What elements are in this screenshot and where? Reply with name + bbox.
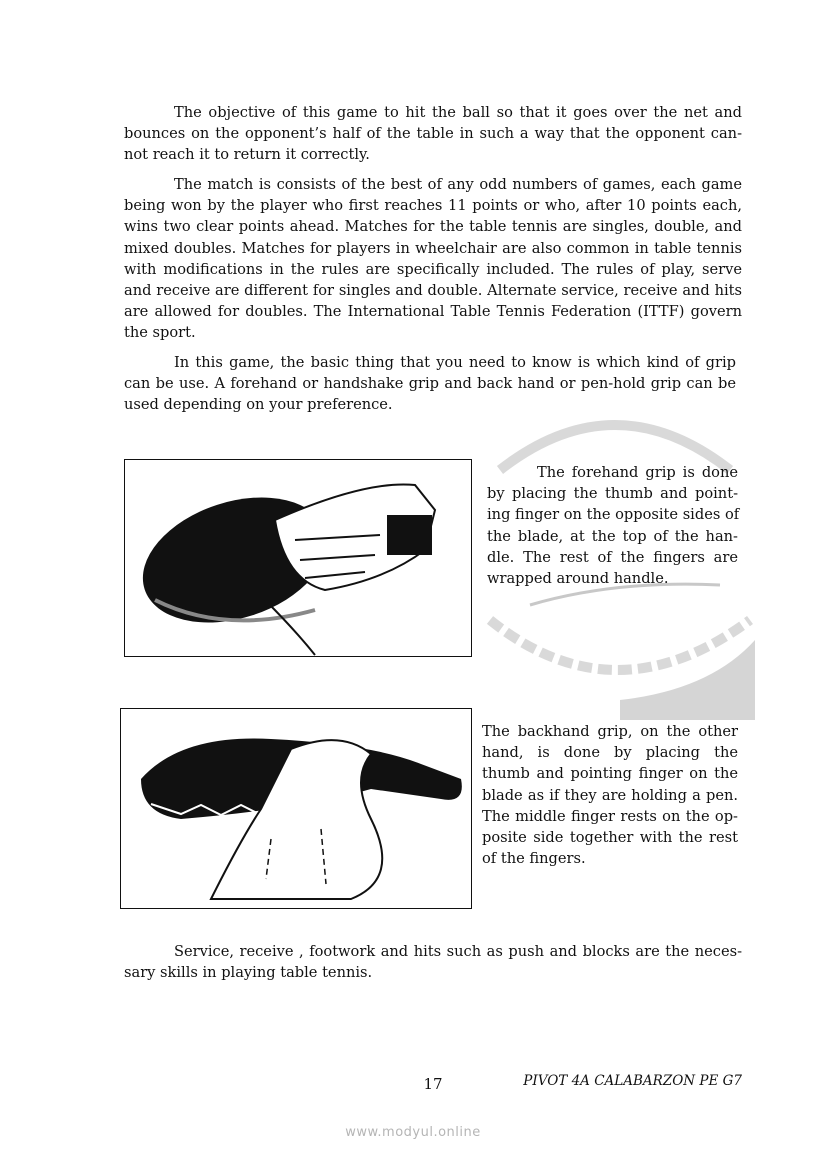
text-line: the blade, at the top of the han- xyxy=(487,527,738,545)
text-line: posite side together with the rest xyxy=(482,829,738,847)
text-line: mixed doubles. Matches for players in wheelchair are also common in table tennis xyxy=(124,239,742,257)
text-line: blade as if they are holding a pen. xyxy=(482,786,738,804)
text-line: sary skills in playing table tennis. xyxy=(124,964,373,982)
text-line: bounces on the opponent’s half of the table in such a way that the opponent can- xyxy=(124,125,742,143)
backhand-paddle-icon xyxy=(121,709,471,908)
text-line: The backhand grip, on the other xyxy=(482,723,738,740)
text-line: not reach it to return it correctly. xyxy=(124,146,370,164)
text-line: wrapped around handle. xyxy=(487,570,669,588)
text-line: In this game, the basic thing that you need to know is which kind of grip xyxy=(174,354,736,371)
forehand-grip-description xyxy=(487,462,738,589)
text-line: the sport. xyxy=(124,324,196,342)
text-line: hand, is done by placing the xyxy=(482,744,738,762)
text-line: The match is consists of the best of any odd numbers of games, each game xyxy=(174,176,742,193)
text-line: The objective of this game to hit the ball so that it goes over the net and xyxy=(174,104,742,121)
forehand-paddle-icon xyxy=(125,460,471,656)
page-number: 17 xyxy=(423,1075,443,1093)
paragraph-skills xyxy=(124,941,742,983)
site-watermark: www.modyul.online xyxy=(345,1125,481,1140)
backhand-grip-illustration xyxy=(120,708,472,909)
text-line: are allowed for doubles. The International Table Tennis Federation (ITTF) govern xyxy=(124,303,742,321)
text-line: The forehand grip is done xyxy=(537,464,738,481)
paragraph-match-rules xyxy=(124,174,742,344)
text-line: dle. The rest of the fingers are xyxy=(487,548,738,566)
footer-module-title: PIVOT 4A CALABARZON PE G7 xyxy=(523,1073,742,1089)
text-line: being won by the player who first reaches 11 points or who, after 10 points each, xyxy=(124,197,742,215)
text-line: and receive are different for singles and double. Alternate service, receive and hits xyxy=(124,282,742,300)
text-line: The middle finger rests on the op- xyxy=(482,807,738,825)
forehand-grip-illustration xyxy=(124,459,472,657)
text-line: Service, receive , footwork and hits such as push and blocks are the neces- xyxy=(174,943,742,960)
text-line: thumb and pointing finger on the xyxy=(482,765,738,783)
paragraph-grip-intro xyxy=(124,352,736,416)
text-line: by placing the thumb and point- xyxy=(487,485,738,503)
text-line: of the fingers. xyxy=(482,850,586,868)
text-line: with modifications in the rules are specifically included. The rules of play, serve xyxy=(124,260,742,278)
text-line: ing finger on the opposite sides of xyxy=(487,506,740,524)
paragraph-objective xyxy=(124,102,742,166)
backhand-grip-description xyxy=(482,721,738,869)
text-line: wins two clear points ahead. Matches for the table tennis are singles, double, and xyxy=(124,218,742,236)
text-line: used depending on your preference. xyxy=(124,396,393,414)
text-line: can be use. A forehand or handshake grip and back hand or pen-hold grip can be xyxy=(124,375,736,393)
